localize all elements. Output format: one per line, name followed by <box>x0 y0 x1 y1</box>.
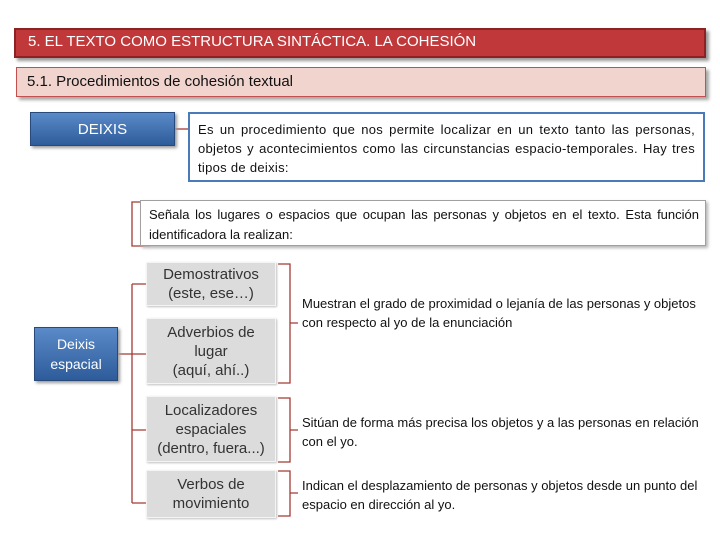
deixis-definition: Es un procedimiento que nos permite localizar en un texto tanto las personas, objetos y acontecimientos como las circunstancias espacio-temporales. Hay tres tipos de deixis: <box>198 122 695 175</box>
spatial-deixis-box <box>34 327 118 381</box>
category-line: (este, ese…) <box>168 285 254 302</box>
category-line: movimiento <box>172 495 250 512</box>
description-text: Muestran el grado de proximidad o lejanía de las personas y objetos con respecto al yo de la enunciación <box>302 296 696 330</box>
connector-bracket-demonstratives <box>278 264 300 383</box>
category-spatial-locators <box>146 396 276 462</box>
category-line: Verbos de <box>177 476 245 493</box>
spatial-deixis-intro-box <box>140 200 706 246</box>
deixis-label: DEIXIS <box>77 121 128 138</box>
connector-bracket-verbs <box>278 471 300 516</box>
subsection-title: 5.1. Procedimientos de cohesión textual <box>27 73 293 90</box>
category-line: Demostrativos <box>163 266 259 283</box>
category-demonstratives <box>146 262 276 306</box>
spatial-deixis-label-line1: Deixis <box>56 336 96 352</box>
category-movement-verbs <box>146 470 276 518</box>
category-place-adverbs <box>146 318 276 384</box>
connector-spatial-tree <box>118 284 146 503</box>
category-line: Adverbios de <box>167 323 255 341</box>
category-line: Localizadores <box>164 401 258 419</box>
description-precise-location <box>298 411 706 455</box>
description-text: Indican el desplazamiento de personas y objetos desde un punto del espacio en dirección al yo. <box>302 478 698 512</box>
connector-bracket-locators <box>278 398 300 462</box>
description-proximity <box>298 292 706 336</box>
deixis-box <box>30 112 175 146</box>
description-movement <box>298 474 706 518</box>
spatial-deixis-intro: Señala los lugares o espacios que ocupan las personas y objetos en el texto. Esta función identificadora la realizan: <box>149 207 699 242</box>
category-line: lugar <box>194 342 228 360</box>
spatial-deixis-label-line2: espacial <box>50 356 102 372</box>
description-text: Sitúan de forma más precisa los objetos y a las personas en relación con el yo. <box>302 415 699 449</box>
section-title: 5. EL TEXTO COMO ESTRUCTURA SINTÁCTICA. LA COHESIÓN <box>28 33 477 50</box>
deixis-definition-box <box>188 112 705 182</box>
category-line: (aquí, ahí..) <box>172 361 250 379</box>
category-line: espaciales <box>175 420 247 438</box>
category-line: (dentro, fuera...) <box>157 439 265 457</box>
